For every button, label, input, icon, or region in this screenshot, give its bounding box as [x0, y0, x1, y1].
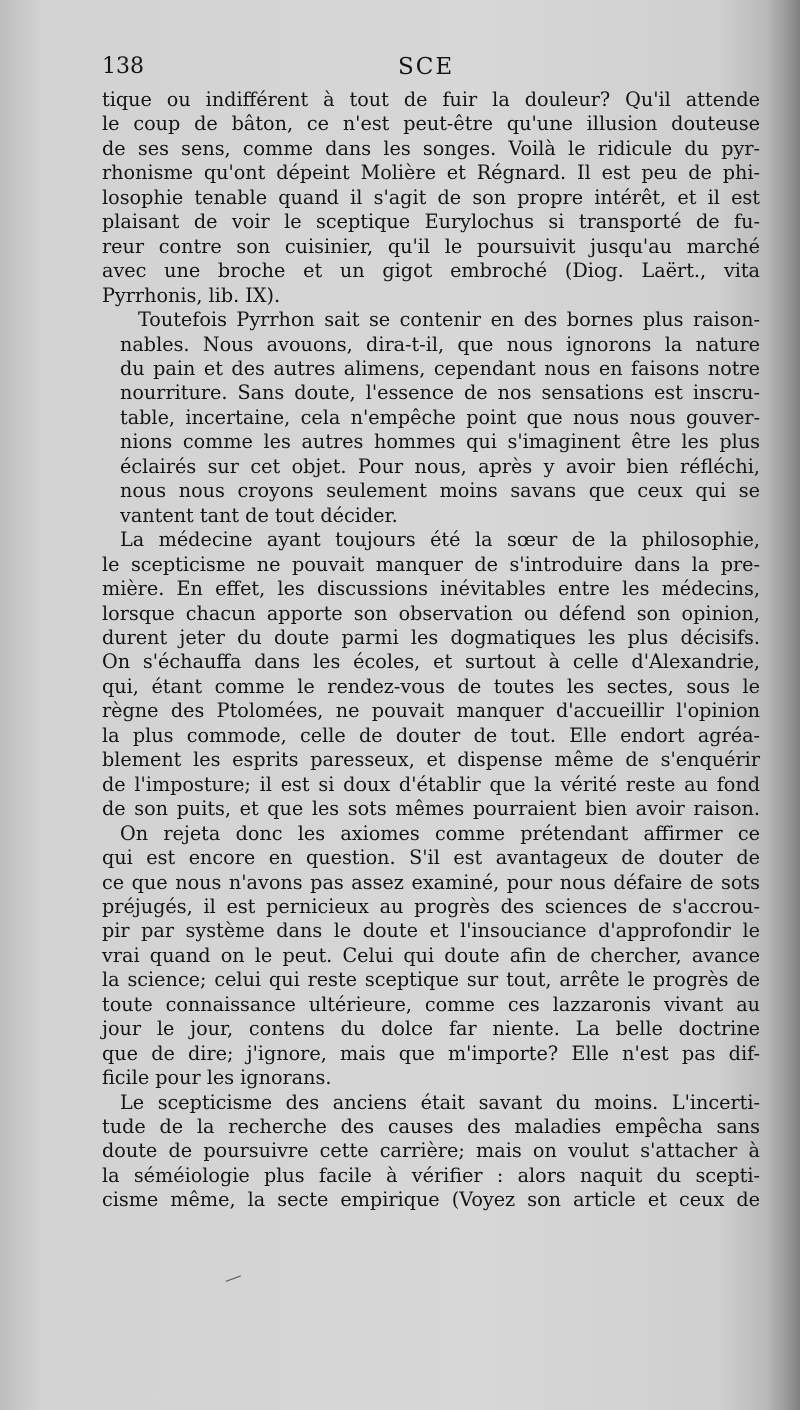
- text-line: qui, étant comme le rendez-vous de toutes les sectes, sous le: [102, 674, 760, 698]
- paragraph-3: [102, 528, 760, 821]
- text-line: ficile pour les ignorans.: [102, 1066, 332, 1090]
- text-line: tique ou indifférent à tout de fuir la douleur? Qu'il attende: [102, 88, 760, 111]
- page-number: 138: [102, 54, 144, 79]
- text-line: doute de poursuivre cette carrière; mais on voulut s'attacher à: [102, 1139, 760, 1163]
- text-line: durent jeter du doute parmi les dogmatiques les plus décisifs.: [102, 625, 760, 649]
- paragraph-1: [102, 88, 760, 308]
- text-line: que de dire; j'ignore, mais que m'importe? Elle n'est pas dif-: [102, 1041, 760, 1065]
- body-text: [102, 88, 760, 1213]
- text-line: nions comme les autres hommes qui s'imaginent être les plus: [120, 430, 760, 454]
- text-line: la plus commode, celle de douter de tout. Elle endort agréa-: [102, 723, 760, 747]
- running-head: SCE: [398, 54, 455, 80]
- text-line: toute connaissance ultérieure, comme ces lazzaronis vivant au: [102, 992, 760, 1016]
- text-line: plaisant de voir le sceptique Eurylochus si transporté de fu-: [102, 210, 760, 234]
- paragraph-4: [102, 822, 760, 1091]
- text-line: table, incertaine, cela n'empêche point que nous nous gouver-: [120, 405, 760, 429]
- text-line: de l'imposture; il est si doux d'établir que la vérité reste au fond: [102, 772, 760, 796]
- text-line: losophie tenable quand il s'agit de son propre intérêt, et il est: [102, 185, 760, 209]
- text-line: La médecine ayant toujours été la sœur de la philosophie,: [120, 528, 760, 552]
- text-line: reur contre son cuisinier, qu'il le poursuivit jusqu'au marché: [102, 234, 760, 258]
- paragraph-2: [102, 308, 760, 528]
- text-line: lorsque chacun apporte son observation ou défend son opinion,: [102, 601, 760, 625]
- text-line: pir par système dans le doute et l'insouciance d'approfondir le: [102, 919, 760, 943]
- text-line: rhonisme qu'ont dépeint Molière et Régnard. Il est peu de phi-: [102, 161, 760, 185]
- page-header: [102, 54, 760, 88]
- text-line: On s'échauffa dans les écoles, et surtout à celle d'Alexandrie,: [102, 650, 760, 674]
- text-line: le coup de bâton, ce n'est peut-être qu'une illusion douteuse: [102, 112, 760, 136]
- stray-ink-mark: [226, 1275, 243, 1285]
- text-line: de son puits, et que les sots mêmes pourraient bien avoir raison.: [102, 797, 760, 821]
- text-line: On rejeta donc les axiomes comme prétendant affirmer ce: [120, 821, 760, 845]
- text-line: vantent tant de tout décider.: [120, 503, 398, 527]
- text-line: de ses sens, comme dans les songes. Voilà le ridicule du pyr-: [102, 136, 760, 160]
- text-line: ce que nous n'avons pas assez examiné, pour nous défaire de sots: [102, 870, 760, 894]
- text-line: Toutefois Pyrrhon sait se contenir en des bornes plus raison-: [138, 308, 760, 332]
- text-line: la science; celui qui reste sceptique sur tout, arrête le progrès de: [102, 968, 760, 992]
- text-line: tude de la recherche des causes des maladies empêcha sans: [102, 1115, 760, 1139]
- paragraph-5: [102, 1091, 760, 1213]
- text-line: mière. En effet, les discussions inévitables entre les médecins,: [102, 577, 760, 601]
- text-line: nourriture. Sans doute, l'essence de nos sensations est inscru-: [120, 381, 760, 405]
- text-line: préjugés, il est pernicieux au progrès des sciences de s'accrou-: [102, 894, 760, 918]
- text-line: Le scepticisme des anciens était savant du moins. L'incerti-: [120, 1090, 760, 1114]
- text-line: nables. Nous avouons, dira-t-il, que nous ignorons la nature: [120, 332, 760, 356]
- text-line: le scepticisme ne pouvait manquer de s'introduire dans la pre-: [102, 552, 760, 576]
- text-line: avec une broche et un gigot embroché (Diog. Laërt., vita: [102, 259, 760, 283]
- text-line: blement les esprits paresseux, et dispense même de s'enquérir: [102, 748, 760, 772]
- text-line: règne des Ptolomées, ne pouvait manquer d'accueillir l'opinion: [102, 699, 760, 723]
- text-line: qui est encore en question. S'il est avantageux de douter de: [102, 846, 760, 870]
- text-line: cisme même, la secte empirique (Voyez son article et ceux de: [102, 1188, 760, 1212]
- text-line: vrai quand on le peut. Celui qui doute afin de chercher, avance: [102, 943, 760, 967]
- text-line: Pyrrhonis, lib. IX).: [102, 283, 281, 307]
- text-line: éclairés sur cet objet. Pour nous, après y avoir bien réfléchi,: [120, 454, 760, 478]
- text-line: du pain et des autres alimens, cependant nous en faisons notre: [120, 356, 760, 380]
- text-line: nous nous croyons seulement moins savans que ceux qui se: [120, 479, 760, 503]
- text-line: jour le jour, contens du dolce far niente. La belle doctrine: [102, 1017, 760, 1041]
- text-line: la séméiologie plus facile à vérifier : alors naquit du scepti-: [102, 1163, 760, 1187]
- page-gutter-shadow: [766, 0, 800, 1410]
